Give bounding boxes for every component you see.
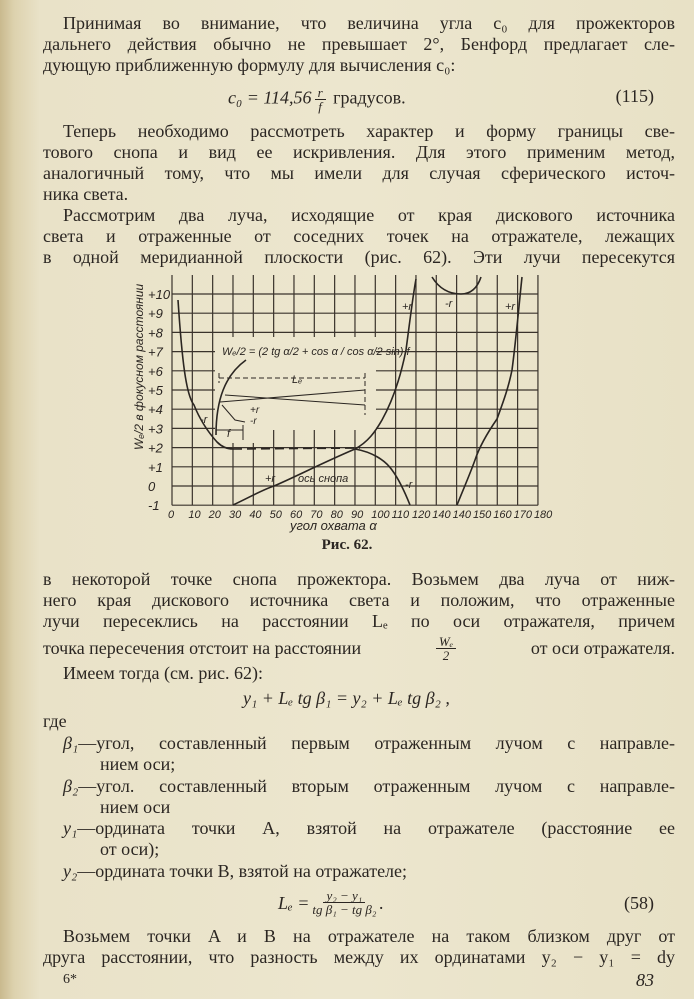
text-line: в некоторой точке снопа прожектора. Возьмем два луча от ниж- [43,569,675,589]
text-line: Возьмем точки A и B на отражателе на таком близком друг от [63,926,675,946]
definition-line: нием оси [100,797,171,817]
text-line: дующую приближенную формулу для вычисления c₀: [43,55,456,75]
x-tick-label: 60 [289,509,303,521]
text-line: друга расстоянии, что разность между их ординатами y₂ − y₁ = dy [43,947,675,967]
definition-line [63,776,675,796]
equation-number: (58) [624,893,654,913]
y-tick-label: +10 [148,287,171,302]
text-where: где [43,711,67,731]
x-tick-label: 170 [513,509,532,521]
y-tick-label: +1 [148,459,163,475]
text-line: лучи пересеклись на расстоянии Lₑ по оси отражателя, причем [43,611,675,631]
y-tick-label: 0 [148,479,156,494]
definition-symbol: y₁ [63,818,78,838]
definition-text: —угол, составленный первым отраженным лучом с направле- [78,733,675,753]
x-tick-label: 0 [168,509,175,521]
fraction-denominator: 2 [442,647,450,663]
equation-main: y₁ + Lₑ tg β₁ = y₂ + Lₑ tg β₂ , [243,688,450,708]
text-line: Принимая во внимание, что величина угла c₀ для прожекторов [63,13,675,33]
text-line: тового снопа и вид ее искривления. Для этого применим метод, [43,142,675,162]
text-line [43,634,675,662]
fraction-denominator: tg β₁ − tg β₂ [312,902,377,917]
y-axis-label: Wₑ/2 в фокусном расстоянии [132,283,146,450]
text-line: Имеем тогда (см. рис. 62): [63,663,264,683]
inset-label-le: Lₑ [292,374,303,386]
y-tick-label: +7 [148,344,163,360]
x-tick-label: 180 [533,509,553,521]
text-line: него края дискового источника света и положим, что отраженные [43,590,675,610]
y-tick-label: +6 [148,363,163,379]
x-tick-label: 100 [371,509,390,521]
y-tick-label: -1 [148,498,160,514]
figure-caption: Рис. 62. [321,537,373,553]
y-tick-label: +5 [148,383,163,398]
text-line: света и отраженные от соседних точек на отражателе, лежащих [43,226,675,246]
y-tick-label: +4 [148,402,163,418]
text-segment: точка пересечения отстоит на расстоянии [43,638,362,658]
x-tick-label: 90 [350,509,364,521]
label-plus-r: +r [505,301,516,313]
equation-tail: . [379,892,384,913]
x-tick-label: 140 [432,509,451,521]
text-line: в одной меридианной плоскости (рис. 62). Эти лучи пересекутся [43,247,675,267]
definition-line [63,861,675,881]
equation-number: (115) [615,86,654,106]
label-axis-of-beam: ось снопа [298,473,349,485]
text-segment: от оси отражателя. [530,638,675,658]
y-tick-label: +2 [148,440,163,456]
x-tick-label: 110 [391,509,410,521]
equation-rhs: градусов. [333,87,406,108]
definition-symbol: β₁ [63,733,79,753]
x-axis-label: угол охвата α [290,518,377,533]
y-tick-labels [148,287,171,513]
page-number: 83 [636,970,654,990]
definition-symbol: y₂ [63,861,78,881]
inset-label-f: f [227,428,231,440]
label-minus-r: -r [200,414,208,426]
curve-minus-r-falling [355,449,410,505]
text-line: Рассмотрим два луча, исходящие от края дискового источника [63,205,675,225]
fraction-numerator: y₂ − y₁ [323,889,365,903]
x-tick-label: 40 [249,509,262,521]
x-tick-label: 20 [208,509,221,521]
label-minus-r: -r [250,416,257,427]
x-tick-label: 70 [310,509,323,521]
signature-mark: 6* [63,972,77,987]
x-tick-label: 120 [411,509,431,521]
label-minus-r: -r [405,479,413,491]
text-line: Теперь необходимо рассмотреть характер и форму границы све- [63,121,675,141]
definition-line: нием оси; [100,754,176,774]
fraction-denominator: f [318,99,322,114]
y-tick-label: +9 [148,306,163,322]
label-minus-r: -r [445,298,453,310]
inset-formula: Wₑ/2 = (2 tg α/2 + cos α / cos α/2 sin) f [222,346,410,358]
y-tick-label: +8 [148,325,163,341]
definition-line [63,818,675,838]
definition-symbol: β₂ [63,776,79,796]
x-tick-label: 10 [188,509,201,521]
equation-lhs: Lₑ = [278,892,310,913]
definition-text: —угол. составленный вторым отраженным лучом с направле- [78,776,675,796]
equation-lhs: c₀ = 114,56 [228,87,312,108]
definition-text: —ордината точки B, взятой на отражателе; [77,861,408,881]
x-tick-label: 150 [472,509,492,521]
definition-text: —ордината точки A, взятой на отражателе (расстояние ее [77,818,675,838]
x-tick-label: 140 [452,509,471,521]
text-line: ника света. [43,184,129,204]
y-tick-label: +3 [148,421,163,437]
text-line: аналогичный тому, что мы имели для случая сферического источ- [43,163,675,183]
definition-line [63,733,675,753]
label-plus-r: +r [265,473,276,485]
label-plus-r: +r [402,301,413,313]
fraction-numerator: r [315,86,326,100]
x-tick-label: 160 [493,509,512,521]
x-tick-label: 30 [228,509,242,521]
text-line: дальнего действия обычно не превышает 2°, Бенфорд предлагает сле- [43,34,675,54]
definition-line: от оси); [100,839,160,859]
x-tick-label: 50 [269,509,282,521]
x-tick-label: 80 [330,509,343,521]
fraction-numerator: Wₑ [436,635,456,649]
label-plus-r: +r [250,405,260,416]
